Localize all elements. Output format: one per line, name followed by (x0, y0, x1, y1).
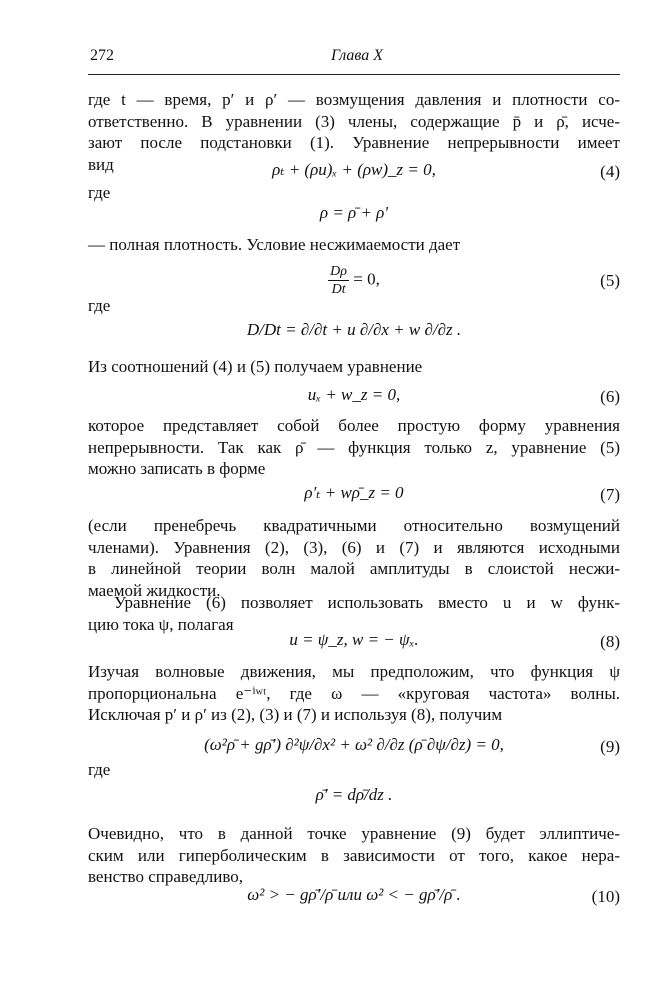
equation-number-4: (4) (600, 162, 620, 181)
where-label: где (88, 760, 111, 779)
text-line: можно записать в форме (88, 459, 266, 478)
equation-material-derivative: D/Dt = ∂/∂t + u ∂/∂x + w ∂/∂z . (246, 320, 462, 339)
text-line: зают после подстановки (1). Уравнение непрерывности имеет (88, 133, 620, 152)
text-line: венство справедливо, (88, 867, 244, 886)
where-label: где (88, 183, 111, 202)
text-line: пропорциональна e⁻ⁱʷᵗ, где ω — «круговая частота» волны. (88, 683, 620, 703)
where-label: где (88, 296, 111, 315)
equation-7: ρ′ₜ + wρ̄_z = 0 (304, 483, 404, 502)
equation-density: ρ = ρ̄ + ρ′ (319, 203, 389, 222)
from-relations-text: Из соотношений (4) и (5) получаем уравнение (88, 357, 423, 376)
equation-rho-prime: ρ̄′ = dρ̄/dz . (315, 785, 393, 804)
equation-number-9: (9) (600, 737, 620, 756)
text-line: вид (88, 154, 114, 174)
text-line: Уравнение (6) позволяет использовать вместо u и w функ- (114, 593, 620, 612)
equation-4: ρₜ + (ρu)ₓ + (ρw)_z = 0, (272, 160, 436, 179)
text-line: ским или гиперболическим в зависимости от того, какое нера- (88, 845, 620, 865)
paragraph-conclusion (88, 823, 620, 888)
text-line: где t — время, p′ и ρ′ — возмущения давления и плотности со- (88, 90, 620, 109)
equation-8: u = ψ_z, w = − ψₓ. (289, 630, 419, 649)
equation-number-7: (7) (600, 485, 620, 504)
text-line: цию тока ψ, полагая (88, 614, 234, 634)
paragraph-linear-theory (88, 515, 620, 601)
text-line: членами). Уравнения (2), (3), (6) и (7) и являются исходными (88, 537, 620, 557)
equation-number-5: (5) (600, 271, 620, 290)
header-rule (88, 74, 620, 75)
running-head: Глава X (331, 47, 384, 64)
page-number: 272 (90, 47, 114, 64)
equation-number-10: (10) (591, 887, 620, 906)
text-line: маемой жидкости. (88, 580, 221, 600)
text-line: в линейной теории волн малой амплитуды в слоистой несжи- (88, 559, 620, 578)
text-line: которое представляет собой более простую форму уравнения (88, 416, 620, 435)
paragraph-wave-motion (88, 661, 620, 726)
equation-6: uₓ + w_z = 0, (307, 385, 401, 404)
paragraph-continuity (88, 415, 620, 480)
equation-5: $\frac{D\rho}{Dt}$ = 0, (330, 264, 380, 297)
equation-number-8: (8) (600, 632, 620, 651)
paragraph-stream-function (88, 592, 620, 635)
equation-10: ω² > − gρ̄′/ρ̄ или ω² < − gρ̄′/ρ̄ . (247, 885, 461, 904)
text-line: Изучая волновые движения, мы предположим, что функция ψ (88, 662, 620, 681)
text-line: непрерывности. Так как ρ̄ — функция только z, уравнение (5) (88, 437, 620, 457)
text-line: Очевидно, что в данной точке уравнение (9) будет эллиптиче- (88, 824, 620, 843)
equation-number-6: (6) (600, 387, 620, 406)
text-line: Исключая p′ и ρ′ из (2), (3) и (7) и используя (8), получим (88, 705, 503, 724)
text-line: (если пренебречь квадратичными относительно возмущений (88, 516, 620, 535)
fraction-Drho-Dt: $\frac{D\rho}{Dt}$ (330, 264, 347, 297)
text-line: ответственно. В уравнении (3) члены, содержащие p̄ и ρ̄, исче- (88, 111, 620, 131)
full-density-text: — полная плотность. Условие несжимаемости дает (88, 235, 461, 254)
equation-9: (ω²ρ̄ + gρ̄′) ∂²ψ/∂x² + ω² ∂/∂z (ρ̄ ∂ψ/∂z) = 0, (204, 735, 504, 754)
